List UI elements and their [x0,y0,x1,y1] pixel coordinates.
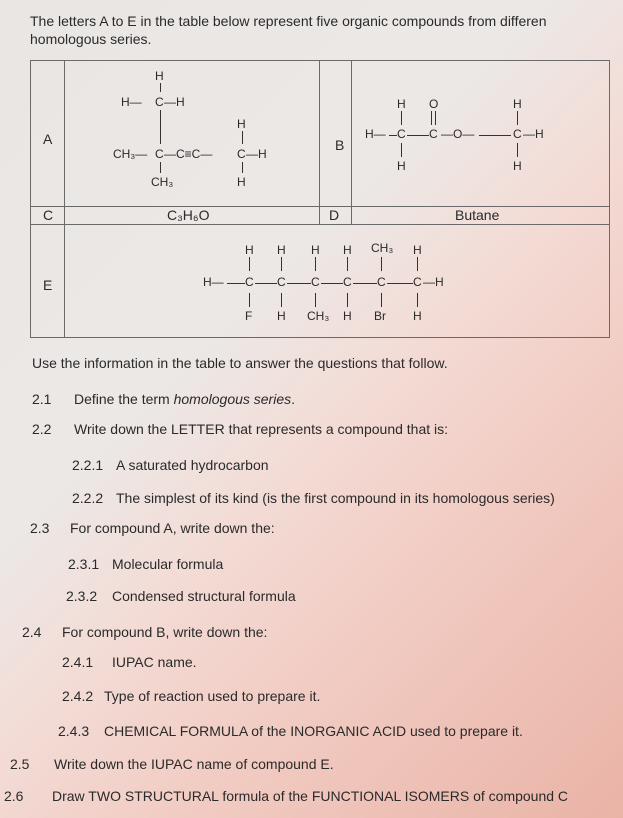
question-number: 2.2.2 [72,490,104,506]
label-a: A [43,131,53,147]
question-number: 2.1 [32,391,52,407]
b-o-single: —O— [441,127,475,141]
question-text: A saturated hydrocarbon [116,457,269,473]
e-c-4: C [343,275,352,289]
bond [431,111,432,125]
bond [249,293,250,307]
question-number: 2.4.3 [58,723,90,739]
bond [401,143,402,157]
question-text: The simplest of its kind (is the first compound in its homologous series) [116,490,555,506]
e-c-1: C [245,275,254,289]
bond [160,162,161,173]
b-c1: C [397,127,406,141]
bond [315,257,316,271]
question-2-2 [32,421,612,439]
b-h1-top: H [397,97,406,111]
bond [242,131,243,144]
table-divider [319,61,320,224]
e-h-left: H— [203,275,224,289]
question-text: Draw TWO STRUCTURAL formula of the FUNCTIONAL ISOMERS of compound C [52,788,569,804]
a-c-right: C [237,147,246,161]
instruction-text: Use the information in the table to answer the questions that follow. [32,355,448,371]
bond [281,293,282,307]
e-h-end: —H [423,275,444,289]
question-text: For compound B, write down the: [62,624,268,640]
d-name: Butane [455,207,500,223]
question-2-6 [4,788,623,808]
question-text: Condensed structural formula [112,588,296,604]
intro-text [30,12,623,48]
question-number: 2.4.2 [62,688,94,704]
bond [435,111,436,125]
label-e: E [43,277,53,293]
table-divider [31,206,609,207]
bond [353,283,377,284]
e-c-3: C [311,275,320,289]
bond [407,135,429,136]
e-top-2: H [277,243,286,257]
a-h-left: H— [121,95,142,109]
bond [281,257,282,271]
bond [242,162,243,173]
a-c-top: C [155,95,164,109]
a-ch3-bot: CH₃ [151,175,174,189]
question-2-4-1 [62,654,612,672]
a-triple-bond: —C≡C— [164,147,213,161]
bond [287,283,311,284]
table-divider [351,61,352,224]
bond [347,257,348,271]
table-divider [31,224,609,225]
e-bot-2: H [277,309,286,323]
bond [381,293,382,307]
question-2-4-2 [62,688,612,706]
question-text: For compound A, write down the: [70,520,275,536]
e-top-5: CH₃ [371,241,394,255]
question-number: 2.6 [4,788,24,804]
e-bot-6: H [413,309,422,323]
c-formula: C₃H₆O [167,207,210,223]
question-2-4 [22,624,612,642]
intro-line-2: homologous series. [30,31,152,47]
bond [479,135,511,136]
a-h-r-bot: H [237,175,246,189]
bond [417,257,418,271]
question-2-2-2 [72,490,612,508]
bond [160,110,161,144]
label-b: B [335,137,345,153]
question-number: 2.4 [22,624,42,640]
question-text: Type of reaction used to prepare it. [104,688,321,704]
bond [417,293,418,307]
label-d: D [329,207,340,223]
question-2-5 [10,756,610,774]
bond [401,111,402,125]
bond [321,283,343,284]
a-h-right: —H [164,95,185,109]
question-2-4-3 [58,723,618,741]
label-c: C [43,207,54,223]
e-c-2: C [277,275,286,289]
bond [227,283,245,284]
question-text: Write down the IUPAC name of compound E. [54,756,334,772]
question-2-1 [32,391,612,409]
b-h3-top: H [513,97,522,111]
bond [517,111,518,125]
bond [387,283,413,284]
compounds-table [30,60,610,338]
a-ch3-left: CH₃— [113,147,148,161]
a-h-r-top: H [237,117,246,131]
b-h-left: H— [365,127,386,141]
question-text: Define the term homologous series. [74,391,296,407]
question-number: 2.2.1 [72,457,104,473]
b-h-end: —H [523,127,544,141]
e-bot-3: CH₃ [307,309,330,323]
question-2-3 [30,520,610,538]
b-h1-bot: H [397,159,406,173]
question-text: Molecular formula [112,556,224,572]
bond [389,135,397,136]
e-bot-4: H [343,309,352,323]
question-number: 2.3 [30,520,50,536]
a-h-end: —H [246,147,267,161]
question-number: 2.3.2 [66,588,98,604]
question-text: Write down the LETTER that represents a compound that is: [74,421,449,437]
b-o-double: O [429,97,439,111]
e-c-6: C [413,275,422,289]
question-2-3-2 [66,588,606,606]
question-text: CHEMICAL FORMULA of the INORGANIC ACID used to prepare it. [104,723,523,739]
e-bot-1: F [245,309,253,323]
e-top-4: H [343,243,352,257]
bond [315,293,316,307]
b-h3-bot: H [513,159,522,173]
table-divider [64,61,65,337]
e-c-5: C [377,275,386,289]
question-text: IUPAC name. [112,654,197,670]
question-2-3-1 [68,556,608,574]
question-number: 2.2 [32,421,52,437]
bond [255,283,277,284]
question-2-2-1 [72,457,612,475]
question-number: 2.3.1 [68,556,100,572]
bond [517,143,518,157]
bond [249,257,250,271]
e-bot-5: Br [374,309,386,323]
bond [347,293,348,307]
b-c2: C [429,127,438,141]
a-c-mid: C [155,147,164,161]
question-number: 2.4.1 [62,654,94,670]
e-top-3: H [311,243,320,257]
b-c3: C [513,127,522,141]
e-top-1: H [245,243,254,257]
bond [381,257,382,271]
a-h-top: H [155,69,164,83]
intro-line-1: The letters A to E in the table below represent five organic compounds from differen [30,13,547,29]
e-top-6: H [413,243,422,257]
bond [160,83,161,92]
question-number: 2.5 [10,756,30,772]
